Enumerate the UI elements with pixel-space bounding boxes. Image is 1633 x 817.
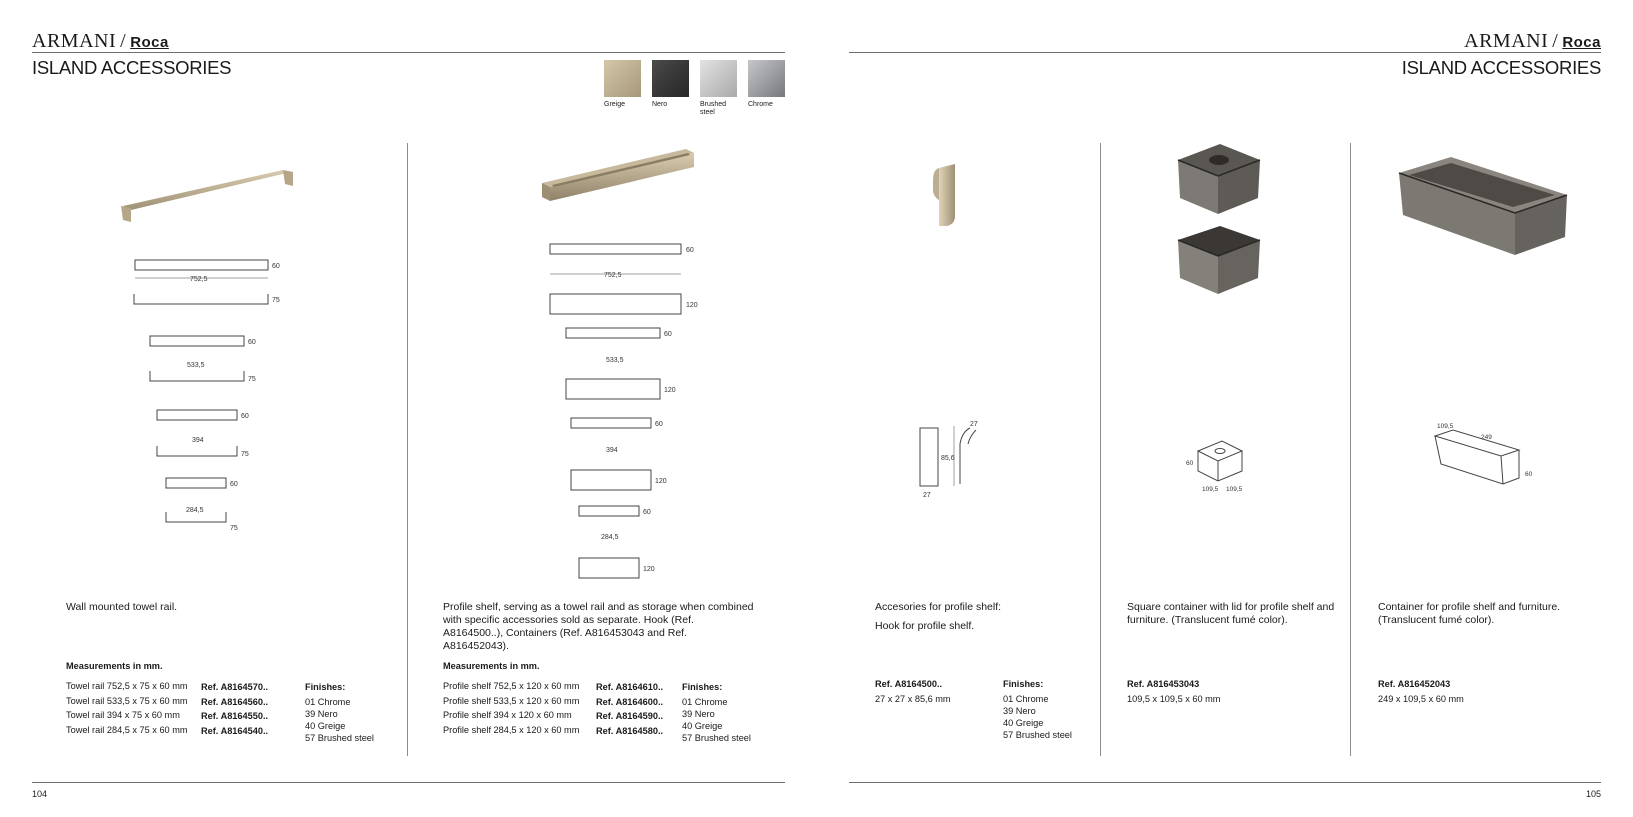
- ref-code: Ref. A8164550..: [201, 711, 269, 721]
- finish-item: 40 Greige: [1003, 718, 1044, 728]
- ref-code: Ref. A8164570..: [201, 682, 269, 692]
- brand-slash: /: [1552, 30, 1559, 52]
- ref-code: Ref. A8164540..: [201, 725, 269, 736]
- column-divider: [407, 143, 408, 756]
- square-container-ref: Ref. A816453043: [1127, 679, 1200, 689]
- swatch-brushed-steel: [700, 60, 737, 97]
- dim-depth: 60: [230, 481, 238, 488]
- brand-armani: ARMANI: [1464, 30, 1549, 52]
- finishes-heading: Finishes:: [305, 682, 346, 692]
- swatch-greige: [604, 60, 641, 97]
- profile-shelf-refs: [596, 682, 676, 740]
- towel-rail-table: [66, 681, 206, 739]
- dim-depth: 60: [248, 339, 256, 346]
- swatch-chrome: [748, 60, 785, 97]
- table-row: Profile shelf 284,5 x 120 x 60 mm: [443, 724, 580, 735]
- profile-shelf-measure-heading: Measurements in mm.: [443, 661, 540, 671]
- finish-item: 01 Chrome: [305, 697, 351, 707]
- finishes-heading: Finishes:: [1003, 679, 1044, 689]
- column-divider: [1350, 143, 1351, 756]
- hook-description-1: Accesories for profile shelf:: [875, 601, 1002, 613]
- hook-description-2: Hook for profile shelf.: [875, 620, 975, 632]
- page-title-right: ISLAND ACCESSORIES: [1401, 57, 1601, 78]
- dim-b: 249: [1481, 434, 1492, 441]
- ref-code: Ref. A8164610..: [596, 682, 664, 692]
- finish-item: 39 Nero: [682, 709, 715, 719]
- brand-logo-right: [1464, 30, 1601, 53]
- dim-width: 752,5: [190, 276, 208, 283]
- finish-item: 40 Greige: [682, 721, 723, 731]
- finish-item: 57 Brushed steel: [305, 733, 374, 743]
- square-container-description: Square container with lid for profile shelf and furniture. (Translucent fumé color).: [1127, 601, 1335, 626]
- towel-rail-drawings: [120, 250, 290, 550]
- swatch-label: Greige: [604, 101, 626, 108]
- hook-size: 27 x 27 x 85,6 mm: [875, 694, 951, 704]
- swatch-nero: [652, 60, 689, 97]
- dim-width: 394: [192, 437, 204, 444]
- hook-drawing: [914, 418, 989, 503]
- dim-height: 75: [272, 297, 280, 304]
- rect-container-ref: Ref. A816452043: [1378, 679, 1451, 689]
- page-title-left: ISLAND ACCESSORIES: [32, 57, 232, 78]
- dim-a: 109,5: [1437, 423, 1454, 430]
- dim-depth: 60: [655, 421, 663, 428]
- table-row: Towel rail 284,5 x 75 x 60 mm: [66, 724, 188, 735]
- swatch-label: Nero: [652, 101, 668, 108]
- dim-width: 533,5: [187, 362, 205, 369]
- ref-code: Ref. A8164560..: [201, 696, 269, 707]
- towel-rail-description: Wall mounted towel rail.: [66, 601, 178, 613]
- dim-b: 109,5: [1226, 486, 1243, 493]
- finishes-heading: Finishes:: [682, 682, 723, 692]
- profile-shelf-finishes: [682, 682, 772, 745]
- rect-container-drawing: [1425, 420, 1540, 500]
- profile-shelf-table: [443, 681, 593, 739]
- dim-height: 75: [248, 376, 256, 383]
- table-row: Profile shelf 394 x 120 x 60 mm: [443, 710, 572, 720]
- page-number-right: 105: [1585, 789, 1601, 799]
- swatch-label: Chrome: [748, 101, 773, 108]
- dim-height: 120: [664, 387, 676, 394]
- dim-width: 533,5: [606, 357, 624, 364]
- square-container-image: [1172, 140, 1267, 305]
- towel-rail-finishes: [305, 682, 395, 745]
- rect-container-description: Container for profile shelf and furniture. (Translucent fumé color).: [1378, 601, 1561, 626]
- footer-rule-left: [32, 782, 785, 783]
- profile-shelf-description: Profile shelf, serving as a towel rail and as storage when combined with specific accessories sold as separate. Hook (Ref. A8164500..), Containers (Ref. A816453043 and Ref. A816452043).: [443, 601, 754, 652]
- square-container-size: 109,5 x 109,5 x 60 mm: [1127, 694, 1221, 704]
- finish-item: 01 Chrome: [682, 697, 728, 707]
- brand-slash: /: [120, 30, 127, 52]
- table-row: Towel rail 752,5 x 75 x 60 mm: [66, 681, 188, 691]
- dim-height: 120: [655, 478, 667, 485]
- brand-armani: ARMANI: [32, 30, 117, 52]
- brand-roca: Roca: [130, 34, 169, 51]
- dim-bottom: 27: [923, 492, 931, 499]
- towel-rail-measure-heading: Measurements in mm.: [66, 661, 163, 671]
- brand-roca: Roca: [1562, 34, 1601, 51]
- dim-width: 284,5: [186, 507, 204, 514]
- dim-depth: 60: [664, 331, 672, 338]
- hook-ref: Ref. A8164500..: [875, 679, 943, 689]
- dim-width: 394: [606, 447, 618, 454]
- profile-shelf-image: [538, 145, 698, 210]
- finish-item: 01 Chrome: [1003, 694, 1049, 704]
- finish-swatches: [604, 60, 786, 120]
- dim-depth: 60: [241, 413, 249, 420]
- brand-logo-left: [32, 30, 169, 53]
- rect-container-image: [1395, 155, 1570, 265]
- dim-height: 60: [1186, 460, 1194, 467]
- dim-depth: 60: [272, 263, 280, 270]
- dim-height: 120: [686, 302, 698, 309]
- table-row: Towel rail 533,5 x 75 x 60 mm: [66, 695, 188, 706]
- header-rule-left: [32, 52, 785, 53]
- hook-finishes: [1003, 679, 1093, 742]
- dim-height: 75: [230, 525, 238, 532]
- dim-height: 60: [1525, 471, 1533, 478]
- dim-top: 27: [970, 421, 978, 428]
- finish-item: 57 Brushed steel: [1003, 730, 1072, 740]
- dim-width: 284,5: [601, 534, 619, 541]
- profile-shelf-drawings: [540, 238, 710, 583]
- table-row: Profile shelf 752,5 x 120 x 60 mm: [443, 681, 580, 691]
- swatch-label: Brushed steel: [700, 101, 727, 116]
- dim-height: 85,6: [941, 455, 955, 462]
- towel-rail-image: [115, 160, 300, 230]
- dim-a: 109,5: [1202, 486, 1219, 493]
- finish-item: 57 Brushed steel: [682, 733, 751, 743]
- dim-depth: 60: [686, 247, 694, 254]
- ref-code: Ref. A8164580..: [596, 725, 664, 736]
- dim-depth: 60: [643, 509, 651, 516]
- ref-code: Ref. A8164590..: [596, 711, 664, 721]
- towel-rail-refs: [201, 682, 296, 740]
- page-number-left: 104: [32, 789, 48, 799]
- finish-item: 39 Nero: [305, 709, 338, 719]
- dim-width: 752,5: [604, 272, 622, 279]
- ref-code: Ref. A8164600..: [596, 696, 664, 707]
- finish-item: 40 Greige: [305, 721, 346, 731]
- column-divider: [1100, 143, 1101, 756]
- hook-image: [925, 160, 975, 232]
- finish-item: 39 Nero: [1003, 706, 1036, 716]
- rect-container-size: 249 x 109,5 x 60 mm: [1378, 694, 1464, 704]
- square-container-drawing: [1180, 435, 1255, 497]
- table-row: Towel rail 394 x 75 x 60 mm: [66, 710, 180, 720]
- header-rule-right: [849, 52, 1601, 53]
- dim-height: 75: [241, 451, 249, 458]
- dim-height: 120: [643, 566, 655, 573]
- footer-rule-right: [849, 782, 1601, 783]
- table-row: Profile shelf 533,5 x 120 x 60 mm: [443, 695, 580, 706]
